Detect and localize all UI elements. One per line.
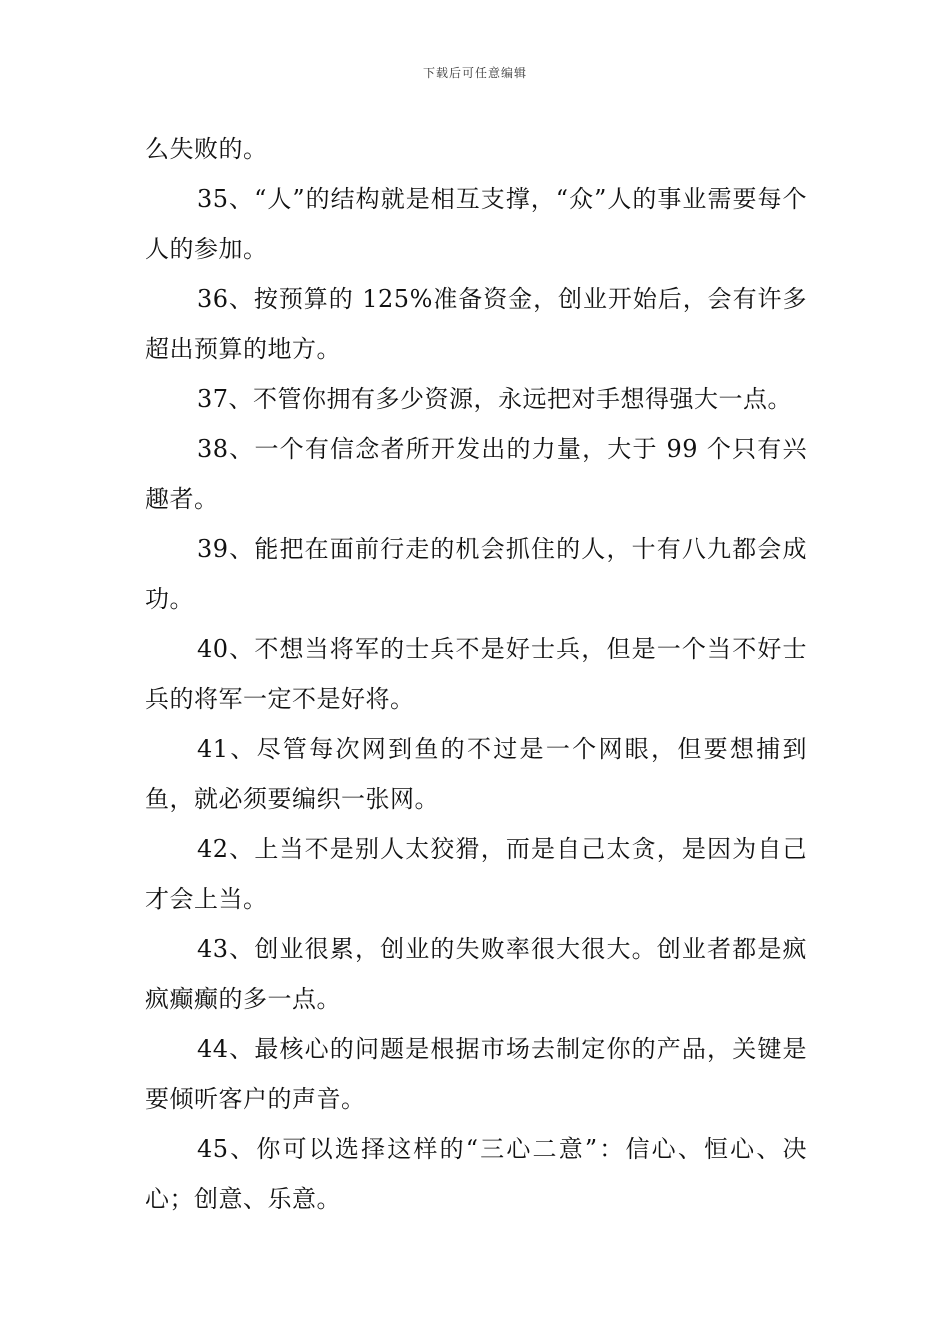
paragraph-item-43: 43、创业很累，创业的失败率很大很大。创业者都是疯疯癫癫的多一点。 (145, 935, 807, 1013)
paragraph-item-41: 41、尽管每次网到鱼的不过是一个网眼，但要想捕到鱼，就必须要编织一张网。 (145, 735, 807, 813)
paragraph-continuation: 么失败的。 (145, 135, 268, 163)
paragraph-item-40: 40、不想当将军的士兵不是好士兵，但是一个当不好士兵的将军一定不是好将。 (145, 635, 807, 713)
document-body (145, 124, 807, 1224)
paragraph-item-42: 42、上当不是别人太狡猾，而是自己太贪，是因为自己才会上当。 (145, 835, 807, 913)
paragraph-item-36: 36、按预算的 125%准备资金，创业开始后，会有许多超出预算的地方。 (145, 285, 807, 363)
paragraph-item-39: 39、能把在面前行走的机会抓住的人，十有八九都会成功。 (145, 535, 807, 613)
paragraph-item-45: 45、你可以选择这样的“三心二意”：信心、恒心、决心；创意、乐意。 (145, 1135, 807, 1213)
paragraph-item-35: 35、“人”的结构就是相互支撑，“众”人的事业需要每个人的参加。 (145, 185, 807, 263)
paragraph-item-38: 38、一个有信念者所开发出的力量，大于 99 个只有兴趣者。 (145, 435, 807, 513)
page-header-note: 下载后可任意编辑 (422, 66, 527, 80)
paragraph-item-37: 37、不管你拥有多少资源，永远把对手想得强大一点。 (197, 385, 793, 413)
paragraph-item-44: 44、最核心的问题是根据市场去制定你的产品，关键是要倾听客户的声音。 (145, 1035, 807, 1113)
